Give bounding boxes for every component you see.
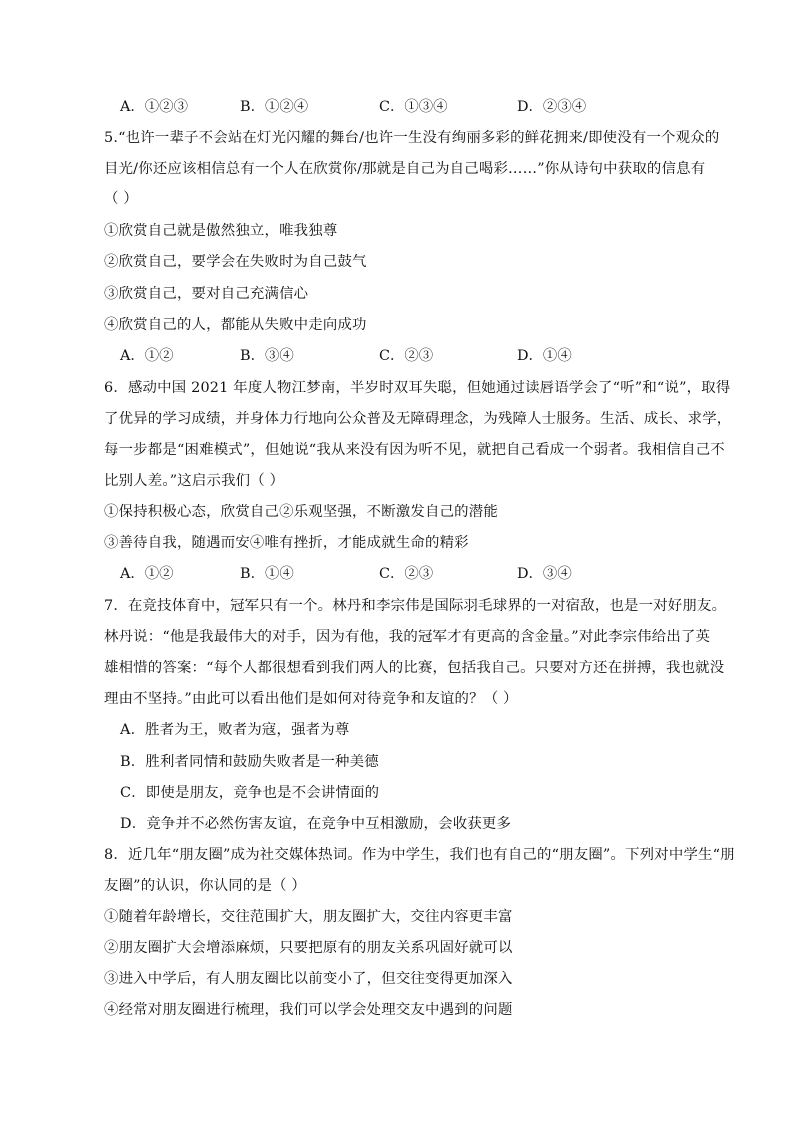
q4-option-c[interactable]: C．①③④ (379, 99, 448, 115)
q7-option-b[interactable]: B．胜利者同情和鼓励失败者是一种美德 (120, 754, 379, 770)
q8-item-3: ③进入中学后，有人朋友圈比以前变小了，但交往变得更加深入 (104, 971, 513, 987)
q6-option-c[interactable]: C．②③ (379, 566, 434, 582)
q4-option-b[interactable]: B．①②④ (240, 99, 309, 115)
q7-stem-line-1: 7．在竞技体育中，冠军只有一个。林丹和李宗伟是国际羽毛球界的一对宿敌，也是一对好朋友。 (104, 598, 727, 614)
q8-stem-line-1: 8．近几年“朋友圈”成为社交媒体热词。作为中学生，我们也有自己的“朋友圈”。下列对中学生“朋 (104, 847, 735, 863)
q4-option-a[interactable]: A．①②③ (120, 99, 188, 115)
q7-option-d[interactable]: D．竞争并不必然伤害友谊，在竞争中互相激励，会收获更多 (120, 816, 512, 832)
q6-stem-line-2: 了优异的学习成绩，并身体力行地向公众普及无障碍理念，为残障人士服务。生活、成长、求学， (104, 411, 732, 427)
q5-stem-line-2: 目光/你还应该相信总有一个人在欣赏你/那就是自己为自己喝彩……”你从诗句中获取的信息有 (104, 161, 706, 177)
q5-stem-line-3: （ ） (104, 191, 138, 207)
q8-stem-line-2: 友圈”的认识，你认同的是（ ） (104, 878, 307, 894)
q5-option-a[interactable]: A．①② (120, 348, 174, 364)
q5-item-1: ①欣赏自己就是傲然独立，唯我独尊 (104, 223, 338, 239)
q6-item-1: ①保持积极心态，欣赏自己②乐观坚强，不断激发自己的潜能 (104, 504, 498, 520)
q6-option-d[interactable]: D．③④ (517, 566, 572, 582)
q7-option-c[interactable]: C．即使是朋友，竞争也是不会讲情面的 (120, 785, 380, 801)
q5-item-2: ②欣赏自己，要学会在失败时为自己鼓气 (104, 254, 367, 270)
q6-stem-line-1: 6．感动中国 2021 年度人物江梦南，半岁时双耳失聪，但她通过读唇语学会了“听”和“说”，取得 (104, 380, 731, 396)
q5-item-3: ③欣赏自己，要对自己充满信心 (104, 286, 309, 302)
q6-option-a[interactable]: A．①② (120, 566, 174, 582)
q4-option-d[interactable]: D．②③④ (517, 99, 587, 115)
q5-option-d[interactable]: D．①④ (517, 348, 572, 364)
q7-stem-line-2: 林丹说：“他是我最伟大的对手，因为有他，我的冠军才有更高的含金量。”对此李宗伟给出了英 (104, 629, 711, 645)
q8-item-4: ④经常对朋友圈进行梳理，我们可以学会处理交友中遇到的问题 (104, 1002, 513, 1018)
q5-stem-line-1: 5.“也许一辈子不会站在灯光闪耀的舞台/也许一生没有绚丽多彩的鲜花拥来/即使没有一个观众的 (104, 130, 720, 146)
q5-item-4: ④欣赏自己的人，都能从失败中走向成功 (104, 317, 367, 333)
q6-stem-line-3: 每一步都是“困难模式”，但她说“我从来没有因为听不见，就把自己看成一个弱者。我相信自己不 (104, 442, 725, 458)
q6-stem-line-4: 比别人差。”这启示我们（ ） (104, 473, 285, 489)
q5-option-c[interactable]: C．②③ (379, 348, 434, 364)
q7-option-a[interactable]: A．胜者为王，败者为寇，强者为尊 (120, 722, 350, 738)
q7-stem-line-3: 雄相惜的答案：“每个人都很想看到我们两人的比赛，包括我自己。只要对方还在拼搏，我也就没 (104, 660, 725, 676)
q8-item-1: ①随着年龄增长，交往范围扩大，朋友圈扩大，交往内容更丰富 (104, 909, 513, 925)
q8-item-2: ②朋友圈扩大会增添麻烦，只要把原有的朋友关系巩固好就可以 (104, 940, 513, 956)
q6-option-b[interactable]: B．①④ (240, 566, 294, 582)
q5-option-b[interactable]: B．③④ (240, 348, 294, 364)
q7-stem-line-4: 理由不坚持。”由此可以看出他们是如何对待竞争和友谊的？（ ） (104, 691, 518, 707)
q6-item-2: ③善待自我，随遇而安④唯有挫折，才能成就生命的精彩 (104, 535, 469, 551)
